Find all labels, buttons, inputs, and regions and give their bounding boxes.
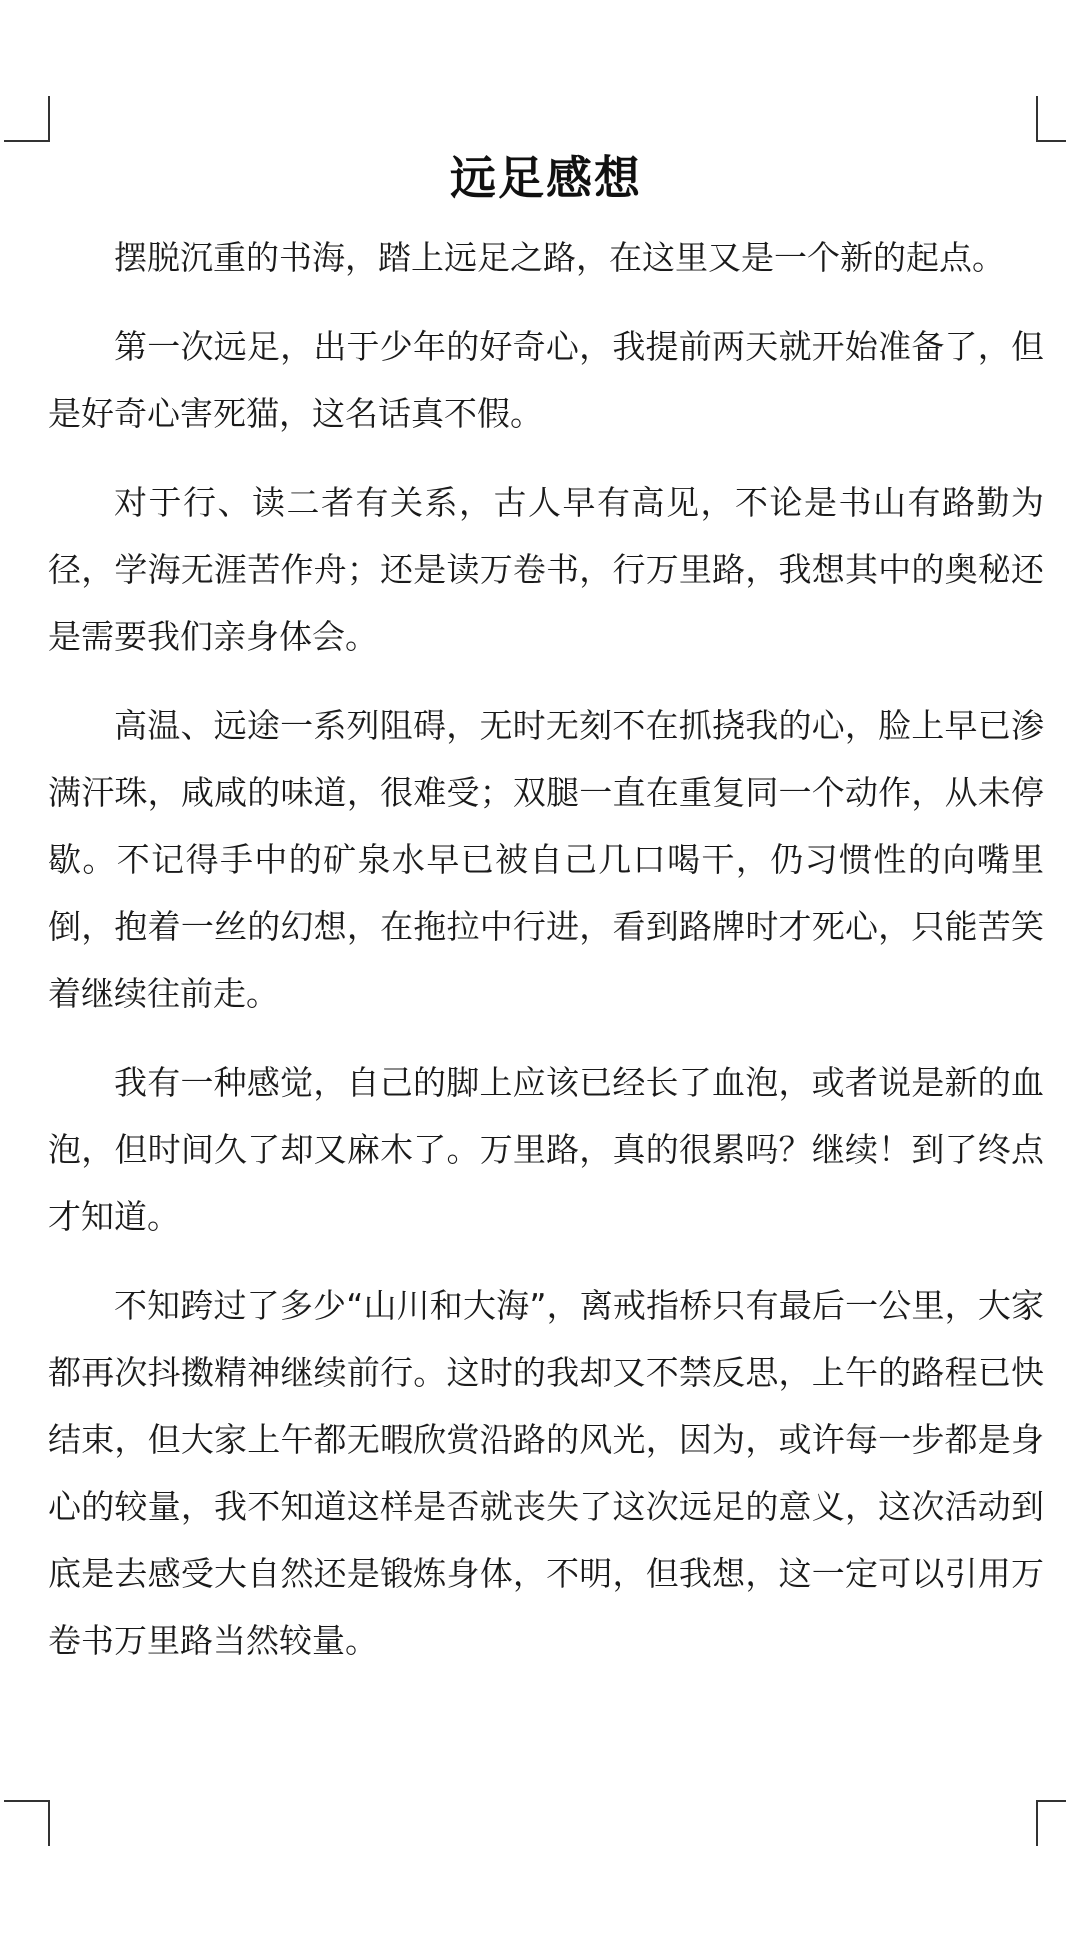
crop-mark-top-right [1036, 96, 1066, 142]
paragraph-4: 高温、远途一系列阻碍，无时无刻不在抓挠我的心，脸上早已渗满汗珠，咸咸的味道，很难受；双腿一直在重复同一个动作，从未停歇。不记得手中的矿泉水早已被自己几口喝干，仍习惯性的向嘴里倒，抱着一丝的幻想，在拖拉中行进，看到路牌时才死心，只能苦笑着继续往前走。 [48, 706, 1044, 1013]
crop-mark-bottom-right [1036, 1800, 1066, 1846]
paragraph-3: 对于行、读二者有关系，古人早有高见，不论是书山有路勤为径，学海无涯苦作舟；还是读万卷书，行万里路，我想其中的奥秘还是需要我们亲身体会。 [48, 483, 1044, 656]
document-body [48, 146, 1044, 1696]
paragraph-5: 我有一种感觉，自己的脚上应该已经长了血泡，或者说是新的血泡，但时间久了却又麻木了。万里路，真的很累吗？继续！到了终点才知道。 [48, 1063, 1044, 1236]
paragraph-6: 不知跨过了多少“山川和大海”，离戒指桥只有最后一公里，大家都再次抖擞精神继续前行。这时的我却又不禁反思，上午的路程已快结束，但大家上午都无暇欣赏沿路的风光，因为，或许每一步都是身心的较量，我不知道这样是否就丧失了这次远足的意义，这次活动到底是去感受大自然还是锻炼身体，不明，但我想，这一定可以引用万卷书万里路当然较量。 [48, 1286, 1044, 1660]
document-title: 远足感想 [450, 151, 642, 205]
crop-mark-top-left [4, 96, 50, 142]
paragraph-2: 第一次远足，出于少年的好奇心，我提前两天就开始准备了，但是好奇心害死猫，这名话真不假。 [48, 327, 1044, 433]
crop-mark-bottom-left [4, 1800, 50, 1846]
paragraph-1: 摆脱沉重的书海，踏上远足之路，在这里又是一个新的起点。 [114, 238, 1005, 277]
